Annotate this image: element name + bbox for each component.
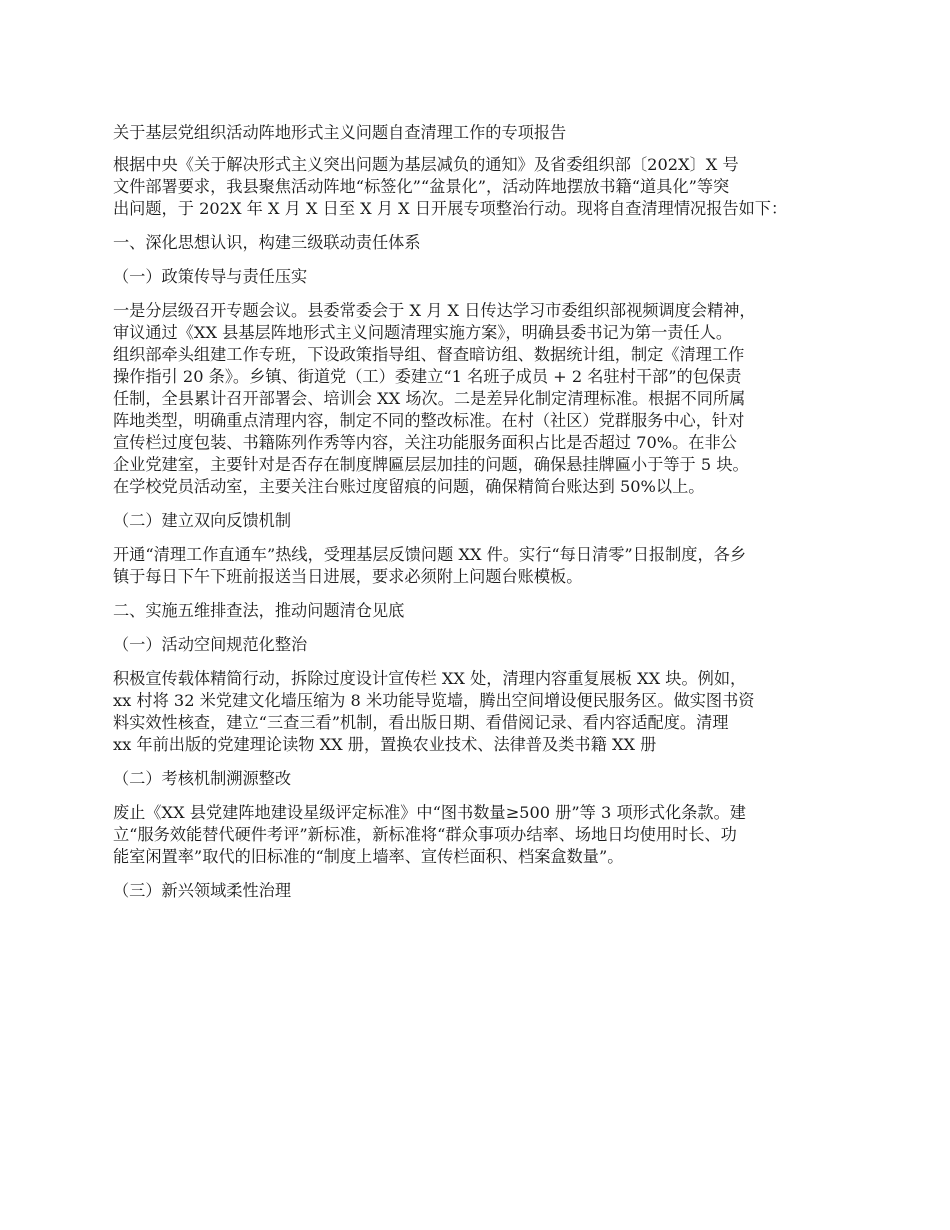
text-line: 阵地类型，明确重点清理内容，制定不同的整改标准。在村（社区）党群服务中心，针对 [113,411,745,430]
text-line: 操作指引 20 条》。乡镇、街道党（工）委建立“1 名班子成员 + 2 名驻村干部”的包保责 [113,367,742,386]
text-line: 废止《XX 县党建阵地建设星级评定标准》中“图书数量≥500 册”等 3 项形式化条款。建 [113,803,746,822]
section-1-sub-2-paragraph [113,544,850,588]
section-1-sub-1-paragraph [113,300,850,498]
document-title: 关于基层党组织活动阵地形式主义问题自查清理工作的专项报告 [113,123,567,142]
text-line: xx 村将 32 米党建文化墙压缩为 8 米功能导览墙，腾出空间增设便民服务区。做实图书资 [113,691,755,710]
text-line: 在学校党员活动室，主要关注台账过度留痕的问题，确保精简台账达到 50%以上。 [113,477,705,496]
text-line: 料实效性核查，建立“三查三看”机制，看出版日期、看借阅记录、看内容适配度。清理 [113,713,729,732]
section-2-sub-1-paragraph [113,668,850,756]
text-line: xx 年前出版的党建理论读物 XX 册，置换农业技术、法律普及类书籍 XX 册 [113,735,657,754]
section-2-sub-1-heading: （一）活动空间规范化整治 [113,635,308,654]
intro-paragraph [113,154,850,220]
text-line: 积极宣传载体精简行动，拆除过度设计宣传栏 XX 处，清理内容重复展板 XX 块。例如， [113,669,747,688]
text-line: 任制，全县累计召开部署会、培训会 XX 场次。二是差异化制定清理标准。根据不同所属 [113,389,746,408]
section-2-sub-2-heading: （二）考核机制溯源整改 [113,769,292,788]
text-line: 出问题，于 202X 年 X 月 X 日至 X 月 X 日开展专项整治行动。现将自查清理情况报告如下： [113,199,788,218]
section-2-heading: 二、实施五维排查法，推动问题清仓见底 [113,601,405,620]
text-line: 立“服务效能替代硬件考评”新标准，新标准将“群众事项办结率、场地日均使用时长、功 [113,825,737,844]
text-line: 根据中央《关于解决形式主义突出问题为基层减负的通知》及省委组织部〔202X〕X 号 [113,155,739,174]
text-line: 审议通过《XX 县基层阵地形式主义问题清理实施方案》，明确县委书记为第一责任人。 [113,323,733,342]
section-1-heading: 一、深化思想认识，构建三级联动责任体系 [113,233,421,252]
text-line: 一是分层级召开专题会议。县委常委会于 X 月 X 日传达学习市委组织部视频调度会精神， [113,301,756,320]
section-1-sub-2-heading: （二）建立双向反馈机制 [113,511,292,530]
section-2-sub-2-paragraph [113,802,850,868]
text-line: 镇于每日下午下班前报送当日进展，要求必须附上问题台账模板。 [113,567,583,586]
text-line: 文件部署要求，我县聚焦活动阵地“标签化”“盆景化”，活动阵地摆放书籍“道具化”等突 [113,177,730,196]
text-line: 开通“清理工作直通车”热线，受理基层反馈问题 XX 件。实行“每日清零”日报制度，各乡 [113,545,747,564]
text-line: 组织部牵头组建工作专班，下设政策指导组、督查暗访组、数据统计组，制定《清理工作 [113,345,745,364]
text-line: 企业党建室，主要针对是否存在制度牌匾层层加挂的问题，确保悬挂牌匾小于等于 5 块。 [113,455,749,474]
text-line: 能室闲置率”取代的旧标准的“制度上墙率、宣传栏面积、档案盒数量”。 [113,847,624,866]
section-2-sub-3-heading: （三）新兴领域柔性治理 [113,881,292,900]
text-line: 宣传栏过度包装、书籍陈列作秀等内容，关注功能服务面积占比是否超过 70%。在非公 [113,433,737,452]
section-1-sub-1-heading: （一）政策传导与责任压实 [113,267,308,286]
document-page [113,122,850,914]
